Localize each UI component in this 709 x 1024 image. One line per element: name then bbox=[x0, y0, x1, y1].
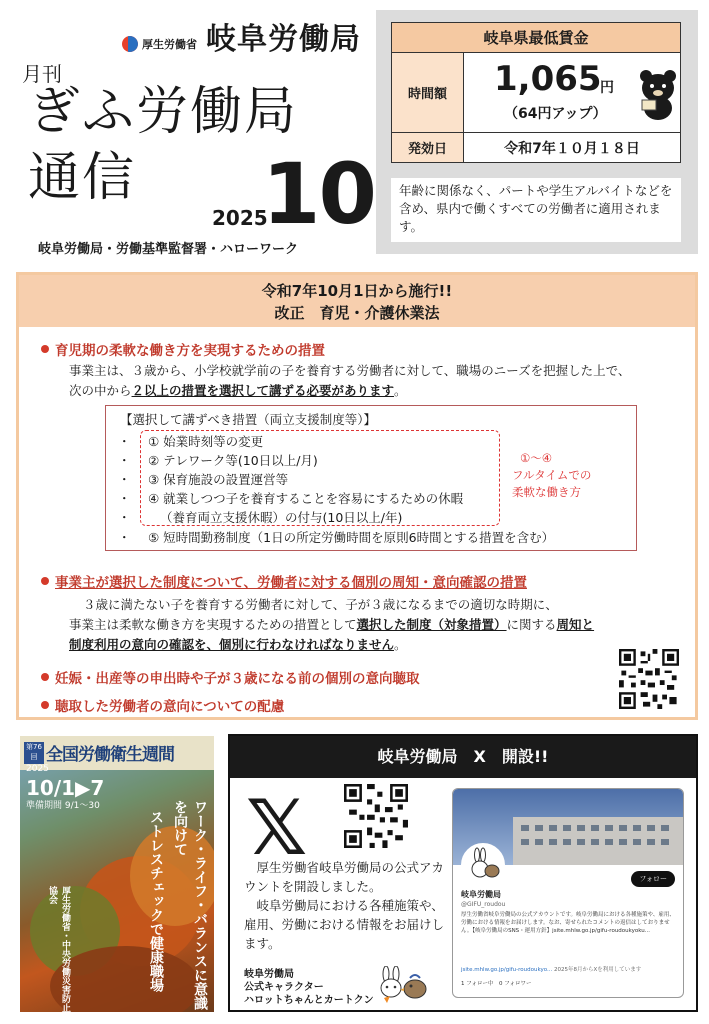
x-panel-heading: 岐阜労働局 X 開設!! bbox=[230, 736, 696, 778]
ministry-name: 厚生労働省 bbox=[142, 38, 197, 51]
measures-title: 【選択して講ずべき措置（両立支援制度等）】 bbox=[120, 412, 377, 427]
x-logo-icon: 𝕏 bbox=[246, 783, 308, 872]
section-1-body: 事業主は、３歳から、小学校就学前の子を養育する労働者に対して、職場のニーズを把握した上で、 次の中から２以上の措置を選択して講ずる必要があります。 bbox=[69, 363, 631, 398]
poster-prep-period: 準備期間 9/1～30 bbox=[26, 801, 100, 811]
poster-slogan-2: ストレスチェックで健康職場 bbox=[148, 810, 164, 992]
x-profile-handle: @GIFU_roudou bbox=[461, 901, 506, 908]
x-profile-screenshot[interactable] bbox=[452, 788, 684, 998]
effective-label: 発効日 bbox=[392, 133, 464, 163]
flexible-measures-note: ①～④ フルタイムでの 柔軟な働き方 bbox=[512, 451, 592, 499]
x-profile-bio: 厚生労働省岐阜労働局の公式アカウントです。岐阜労働局における各種施策や、雇用、労働における情報をお届けします。なお、寄せられたコメントの返信はしておりません。【岐阜労働局のSNS・運用方針】jsite.mhlw.go.jp/gifu-roudoukyoku... bbox=[461, 912, 675, 934]
notice-heading-line1: 令和7年10月1日から施行!! bbox=[261, 282, 453, 300]
bullet-dot-icon bbox=[41, 701, 49, 709]
x-profile-link[interactable]: jsite.mhlw.go.jp/gifu-roudoukyo... bbox=[461, 967, 553, 973]
effective-date: 令和7年１０月１８日 bbox=[464, 133, 681, 163]
x-profile-avatar[interactable] bbox=[461, 843, 505, 887]
avatar-mascots-icon bbox=[463, 845, 503, 885]
bullet-dot-icon bbox=[41, 345, 49, 353]
notice-qr-code-icon[interactable] bbox=[619, 649, 679, 709]
health-week-poster[interactable] bbox=[20, 736, 214, 1012]
newsletter-title-2: 通信 bbox=[28, 148, 137, 208]
monthly-label: 月刊 bbox=[22, 62, 62, 86]
x-follow-button[interactable]: フォロー bbox=[631, 871, 675, 887]
ministry-logo-block bbox=[122, 36, 197, 52]
childcare-law-notice bbox=[16, 272, 698, 720]
bullet-dot-icon bbox=[41, 577, 49, 585]
wage-unit: 円 bbox=[600, 80, 614, 96]
x-profile-meta bbox=[461, 965, 641, 973]
notice-heading bbox=[19, 275, 695, 327]
notice-heading-line2: 改正 育児・介護休業法 bbox=[274, 304, 440, 322]
ministry-logo-icon bbox=[122, 36, 138, 52]
x-profile-name: 岐阜労働局 bbox=[461, 890, 501, 899]
minimum-wage-heading: 岐阜県最低賃金 bbox=[392, 23, 681, 53]
section-flexible-work: 育児期の柔軟な働き方を実現するための措置 bbox=[41, 339, 325, 359]
newsletter-title: ぎふ労働局 bbox=[28, 82, 299, 142]
section-individual-notice: 事業主が選択した制度について、労働者に対する個別の周知・意向確認の措置 bbox=[41, 571, 527, 591]
x-characters-caption: 岐阜労働局 公式キャラクター ハロットちゃんとカートクン bbox=[244, 969, 374, 1006]
bird-mascot-icon bbox=[400, 972, 430, 1002]
wage-increase: （64円アップ） bbox=[504, 106, 607, 122]
section-consideration: 聴取した労働者の意向についての配慮 bbox=[41, 695, 284, 715]
bureau-name: 岐阜労働局 bbox=[206, 22, 361, 57]
poster-badge: 第76回 bbox=[24, 742, 44, 764]
x-profile-joined: 2025年8月からXを利用しています bbox=[553, 967, 642, 973]
hourly-label: 時間額 bbox=[392, 53, 464, 133]
poster-year: 2025 bbox=[26, 764, 49, 774]
x-profile-counts: 1 フォロー中 0 フォロワー bbox=[461, 981, 532, 987]
newsletter-subtitle: 岐阜労働局・労働基準監督署・ハローワーク bbox=[38, 242, 299, 257]
poster-date: 10/1▶7 bbox=[26, 776, 105, 800]
x-description: 厚生労働省岐阜労働局の公式アカウントを開設しました。 岐阜労働局における各種施策や、雇用、労働における情報をお届けします。 bbox=[244, 860, 445, 951]
minimum-wage-note: 年齢に関係なく、パートや学生アルバイトなどを含め、県内で働くすべての労働者に適用されます。 bbox=[391, 178, 681, 242]
issue-year: 2025 bbox=[212, 206, 268, 230]
x-qr-code-icon[interactable] bbox=[344, 784, 408, 848]
section-2-body: ３歳に満たない子を養育する労働者に対して、子が３歳になるまでの適切な時期に、 事業主は柔軟な働き方を実現するための措置として選択した制度（対象措置）に関する周知と 制度利用の意向の確認を、個別に行わなければなりません。 bbox=[69, 597, 595, 652]
poster-title: 全国労働衛生週間 bbox=[46, 745, 174, 765]
poster-slogan-1: ワーク・ライフ・バランスに意識を向けて bbox=[172, 800, 208, 1010]
bullet-dot-icon bbox=[41, 673, 49, 681]
issue-number: 10 bbox=[262, 145, 375, 243]
bear-mascot-icon bbox=[636, 68, 680, 120]
x-account-panel bbox=[228, 734, 698, 1012]
wage-amount: 1,065 bbox=[494, 59, 602, 99]
section-pregnancy-hearing: 妊娠・出産等の申出時や子が３歳になる前の個別の意向聴取 bbox=[41, 667, 420, 687]
poster-organizers: 厚生労働省・中央労働災害防止協会 bbox=[47, 886, 70, 1012]
government-building-image bbox=[513, 817, 684, 865]
measures-box: 【選択して講ずべき措置（両立支援制度等）】 ・ ① 始業時刻等の変更 ・ ② テレワーク等(10日以上/月) ・ ③ 保育施設の設置運営等 ・ ④ 就業しつつ子を養育することを容易にするための休暇 ・ （養育両立支援休暇）の付与(10日以上/年) ・ ⑤ 短時間勤務制度（1日の所定労働時間を原則6時間とする措置を含む） ①～④ フルタイムでの 柔軟な働き方 bbox=[105, 405, 637, 551]
